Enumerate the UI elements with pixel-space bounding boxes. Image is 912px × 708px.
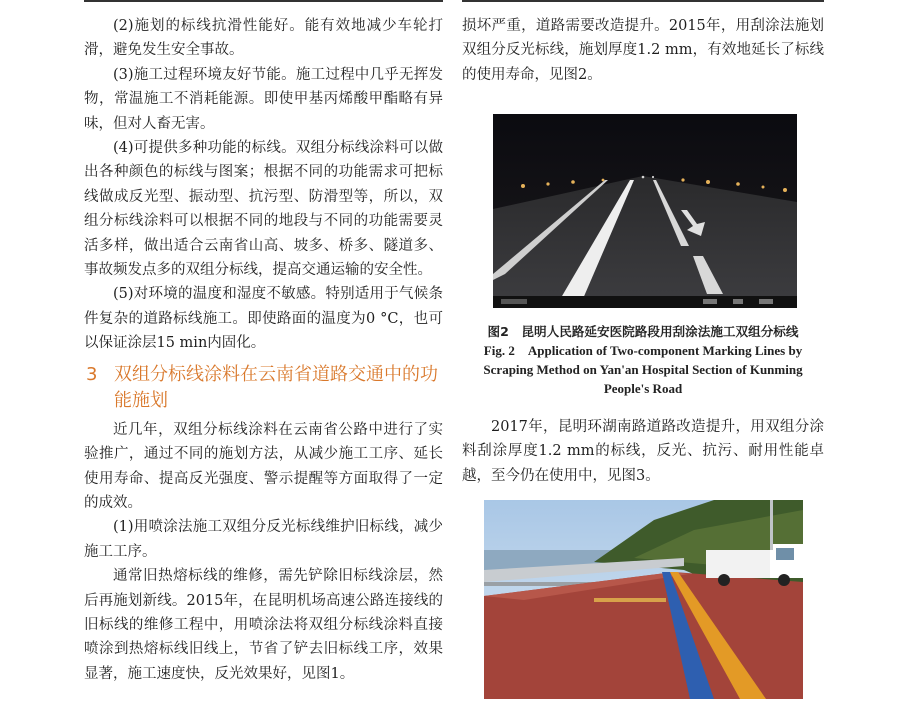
paragraph: 近几年，双组分标线涂料在云南省公路中进行了实验推广，通过不同的施划方法，从减少施工工序、延长使用寿命、提高反光强度、警示提醒等方面取得了一定的成效。	[84, 421, 443, 511]
caption-en: Fig. 2 Application of Two-component Marking Lines by Scraping Method on Yan'an Hospital Section of Kunming People's Road	[483, 343, 803, 396]
paragraph: (5)对环境的温度和湿度不敏感。特别适用于气候条件复杂的道路标线施工。即使路面的温度为0 °C，也可以保证涂层15 min内固化。	[84, 286, 443, 352]
figure-2-photo	[493, 114, 797, 308]
header-rule	[0, 0, 912, 4]
lakeside-road-image	[484, 500, 803, 699]
right-column	[462, 14, 824, 87]
paragraph: (4)可提供多种功能的标线。双组分标线涂料可以做出各种颜色的标线与图案；根据不同的功能需求可把标线做成反光型、振动型、抗污型、防滑型等，所以，双组分标线涂料可以根据不同的地段与不同的功能需要灵活多样，做出适合云南省山高、坡多、桥多、隧道多、事故频发点多的双组分标线，提高交通运输的安全性。	[84, 140, 443, 279]
figure-2-caption	[462, 322, 824, 398]
section-title: 双组分标线涂料在云南省道路交通中的功能施划	[114, 363, 438, 411]
night-road-image	[493, 114, 797, 308]
paragraph: (3)施工过程环境友好节能。施工过程中几乎无挥发物，常温施工不消耗能源。即使甲基丙烯酸甲酯略有异味，但对人畜无害。	[84, 66, 443, 132]
caption-zh: 图2 昆明人民路延安医院路段用刮涂法施工双组分标线	[487, 324, 799, 339]
left-column	[84, 14, 443, 686]
section-heading	[84, 362, 443, 414]
paragraph: 通常旧热熔标线的维修，需先铲除旧标线涂层，然后再施划新线。2015年，在昆明机场高速公路连接线的旧标线的维修工程中，用喷涂法将双组分标线涂料直接喷涂到热熔标线旧线上，节省了铲去旧标线工序，效果显著，施工速度快，反光效果好，见图1。	[84, 568, 443, 682]
paragraph: (1)用喷涂法施工双组分反光标线维护旧标线，减少施工工序。	[84, 519, 443, 560]
right-column-lower	[462, 415, 824, 488]
section-number: 3	[86, 363, 98, 385]
paragraph: 2017年，昆明环湖南路道路改造提升，用双组分涂料刮涂厚度1.2 mm的标线，反光、抗污、耐用性能卓越，至今仍在使用中，见图3。	[462, 419, 824, 484]
paragraph: 损坏严重，道路需要改造提升。2015年，用刮涂法施划双组分反光标线，施划厚度1.2 mm，有效地延长了标线的使用寿命，见图2。	[462, 18, 824, 83]
paragraph: (2)施划的标线抗滑性能好。能有效地减少车轮打滑，避免发生安全事故。	[84, 18, 443, 59]
figure-3-photo	[484, 500, 803, 699]
